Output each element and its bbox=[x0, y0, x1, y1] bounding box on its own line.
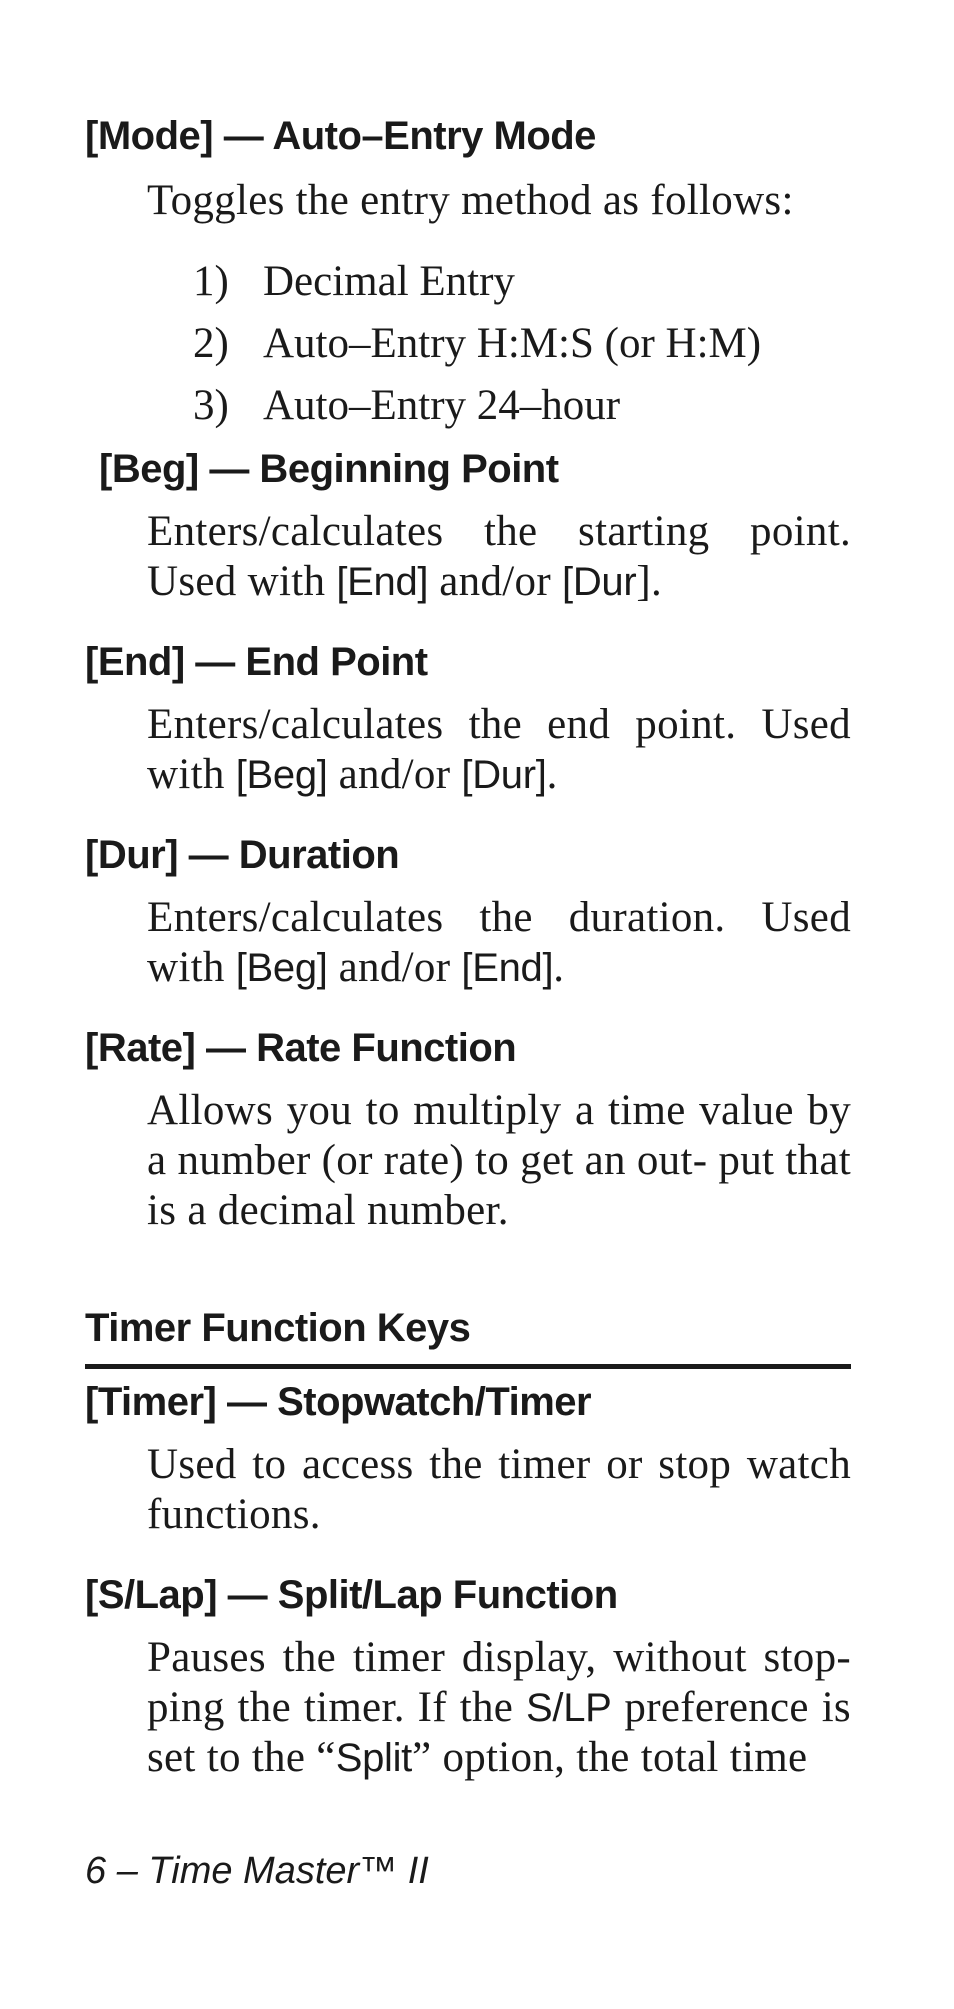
beg-description: Enters/calculates the starting point. Used with [End] and/or [Dur]. bbox=[147, 508, 851, 605]
dur-description: Enters/calculates the duration. Used with [Beg] and/or [End]. bbox=[147, 894, 851, 991]
section-divider bbox=[85, 1364, 851, 1369]
beg-key-ref: [Beg] bbox=[235, 753, 328, 797]
rate-description: Allows you to multiply a time value by a number (or rate) to get an out- put that is a decimal number. bbox=[147, 1087, 851, 1234]
dur-key-ref: [Dur] bbox=[461, 753, 547, 797]
timer-description: Used to access the timer or stop watch functions. bbox=[147, 1441, 851, 1538]
list-item-number: 3) bbox=[193, 382, 229, 429]
section-title: Timer Function Keys bbox=[85, 1306, 471, 1350]
dur-key-ref: [Dur bbox=[562, 560, 637, 604]
list-item-label: Decimal Entry bbox=[263, 258, 515, 305]
end-heading: [End] — End Point bbox=[85, 640, 428, 684]
timer-heading: [Timer] — Stopwatch/Timer bbox=[85, 1380, 592, 1424]
mode-heading: [Mode] — Auto–Entry Mode bbox=[85, 114, 596, 158]
list-item-label: Auto–Entry 24–hour bbox=[263, 382, 621, 429]
list-item bbox=[193, 319, 761, 369]
mode-description: Toggles the entry method as follows: bbox=[147, 177, 794, 224]
dur-heading: [Dur] — Duration bbox=[85, 833, 400, 877]
list-item bbox=[193, 257, 515, 307]
beg-key-ref: [Beg] bbox=[235, 946, 328, 990]
end-description: Enters/calculates the end point. Used with [Beg] and/or [Dur]. bbox=[147, 701, 851, 798]
list-item-label: Auto–Entry H:M:S (or H:M) bbox=[263, 320, 762, 367]
split-option-ref: Split bbox=[335, 1736, 413, 1780]
page-footer: 6 – Time Master™ II bbox=[85, 1850, 429, 1892]
slp-preference-ref: S/LP bbox=[526, 1686, 612, 1730]
list-item-number: 1) bbox=[193, 258, 229, 305]
rate-heading: [Rate] — Rate Function bbox=[85, 1026, 517, 1070]
list-item bbox=[193, 381, 620, 431]
end-key-ref: [End] bbox=[461, 946, 554, 990]
beg-heading: [Beg] — Beginning Point bbox=[99, 447, 559, 491]
list-item-number: 2) bbox=[193, 320, 229, 367]
end-key-ref: [End] bbox=[336, 560, 429, 604]
slap-description: Pauses the timer display, without stop- ping the timer. If the S/LP preference is set to the “Split” option, the total time bbox=[147, 1634, 851, 1781]
slap-heading: [S/Lap] — Split/Lap Function bbox=[85, 1573, 618, 1617]
